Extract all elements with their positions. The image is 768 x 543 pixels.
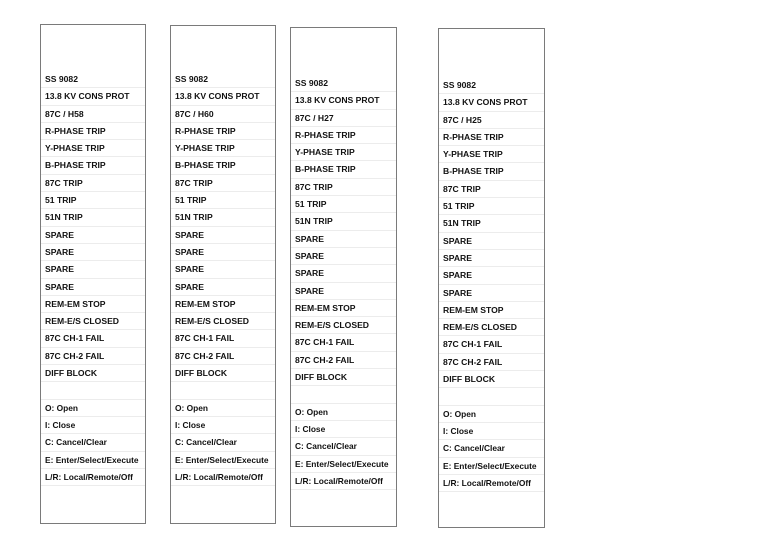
card-label: 13.8 KV CONS PROT — [291, 92, 396, 109]
card-label: DIFF BLOCK — [439, 371, 544, 388]
legend-item: E: Enter/Select/Execute — [439, 458, 544, 475]
card-label: SPARE — [439, 267, 544, 284]
legend-item: E: Enter/Select/Execute — [171, 452, 275, 469]
card-label: SPARE — [171, 244, 275, 261]
legend-item: I: Close — [439, 423, 544, 440]
legend-item: L/R: Local/Remote/Off — [291, 473, 396, 490]
card-label: B-PHASE TRIP — [291, 161, 396, 178]
legend-item: L/R: Local/Remote/Off — [171, 469, 275, 486]
card-label: 87C TRIP — [171, 175, 275, 192]
card-label: B-PHASE TRIP — [171, 157, 275, 174]
card-label: R-PHASE TRIP — [171, 123, 275, 140]
card-label: 87C CH-2 FAIL — [291, 352, 396, 369]
card-label: SPARE — [171, 227, 275, 244]
card-label: 87C TRIP — [41, 175, 145, 192]
card-label: SPARE — [41, 244, 145, 261]
card-label: 51N TRIP — [291, 213, 396, 230]
card-label: SPARE — [171, 261, 275, 278]
card-label: 51 TRIP — [171, 192, 275, 209]
card-label: 87C / H27 — [291, 110, 396, 127]
card-label: B-PHASE TRIP — [41, 157, 145, 174]
card-label: SS 9082 — [171, 71, 275, 88]
legend-item: E: Enter/Select/Execute — [41, 452, 145, 469]
label-card-h25 — [438, 28, 545, 528]
card-label: B-PHASE TRIP — [439, 163, 544, 180]
card-label: REM-EM STOP — [439, 302, 544, 319]
legend-item: O: Open — [171, 400, 275, 417]
card-label: REM-E/S CLOSED — [41, 313, 145, 330]
label-card-h58 — [40, 24, 146, 524]
card-label: 51 TRIP — [41, 192, 145, 209]
card-label: SPARE — [41, 227, 145, 244]
card-label: 87C CH-2 FAIL — [41, 348, 145, 365]
card-label: 87C CH-2 FAIL — [171, 348, 275, 365]
legend-item: C: Cancel/Clear — [291, 438, 396, 455]
card-label: 51 TRIP — [291, 196, 396, 213]
card-label: 51N TRIP — [439, 215, 544, 232]
card-label: Y-PHASE TRIP — [291, 144, 396, 161]
legend-item: C: Cancel/Clear — [41, 434, 145, 451]
card-label: 87C TRIP — [291, 179, 396, 196]
card-label: 87C / H60 — [171, 106, 275, 123]
card-label: REM-EM STOP — [171, 296, 275, 313]
card-label: 87C CH-1 FAIL — [291, 334, 396, 351]
legend-item: O: Open — [41, 400, 145, 417]
card-label: Y-PHASE TRIP — [171, 140, 275, 157]
legend-item: L/R: Local/Remote/Off — [439, 475, 544, 492]
card-label: R-PHASE TRIP — [41, 123, 145, 140]
card-label: 13.8 KV CONS PROT — [171, 88, 275, 105]
card-label: SPARE — [291, 283, 396, 300]
card-label: 51N TRIP — [171, 209, 275, 226]
card-label: REM-EM STOP — [291, 300, 396, 317]
label-card-h27 — [290, 27, 397, 527]
card-label: 87C CH-1 FAIL — [41, 330, 145, 347]
card-label: SPARE — [291, 265, 396, 282]
legend-item: E: Enter/Select/Execute — [291, 456, 396, 473]
card-label: SS 9082 — [41, 71, 145, 88]
card-label: 13.8 KV CONS PROT — [41, 88, 145, 105]
legend-item: C: Cancel/Clear — [439, 440, 544, 457]
card-label: SPARE — [291, 248, 396, 265]
card-label: DIFF BLOCK — [41, 365, 145, 382]
card-label: 87C CH-2 FAIL — [439, 354, 544, 371]
card-label: SS 9082 — [439, 77, 544, 94]
card-label: Y-PHASE TRIP — [439, 146, 544, 163]
card-label: REM-E/S CLOSED — [291, 317, 396, 334]
card-label: DIFF BLOCK — [291, 369, 396, 386]
divider — [171, 382, 275, 399]
card-label: 87C CH-1 FAIL — [439, 336, 544, 353]
legend-item: I: Close — [41, 417, 145, 434]
legend-item: I: Close — [291, 421, 396, 438]
card-label: SPARE — [439, 233, 544, 250]
card-label: R-PHASE TRIP — [439, 129, 544, 146]
card-label: SPARE — [41, 261, 145, 278]
card-label: 13.8 KV CONS PROT — [439, 94, 544, 111]
card-label: SPARE — [439, 250, 544, 267]
key-legend — [171, 400, 275, 486]
legend-item: O: Open — [439, 406, 544, 423]
card-label: SPARE — [41, 279, 145, 296]
legend-item: L/R: Local/Remote/Off — [41, 469, 145, 486]
card-label: REM-EM STOP — [41, 296, 145, 313]
legend-item: O: Open — [291, 404, 396, 421]
card-label: REM-E/S CLOSED — [439, 319, 544, 336]
card-label: R-PHASE TRIP — [291, 127, 396, 144]
key-legend — [41, 400, 145, 486]
card-label: 51N TRIP — [41, 209, 145, 226]
divider — [439, 388, 544, 405]
card-label: SS 9082 — [291, 75, 396, 92]
card-label: SPARE — [439, 285, 544, 302]
key-legend — [291, 404, 396, 490]
card-label: 87C CH-1 FAIL — [171, 330, 275, 347]
card-label: DIFF BLOCK — [171, 365, 275, 382]
card-label: 87C / H25 — [439, 112, 544, 129]
card-label: 51 TRIP — [439, 198, 544, 215]
legend-item: C: Cancel/Clear — [171, 434, 275, 451]
card-label: 87C TRIP — [439, 181, 544, 198]
divider — [291, 386, 396, 403]
divider — [41, 382, 145, 399]
label-card-h60 — [170, 25, 276, 524]
legend-item: I: Close — [171, 417, 275, 434]
card-label: SPARE — [291, 231, 396, 248]
key-legend — [439, 406, 544, 492]
card-label: SPARE — [171, 279, 275, 296]
card-label: REM-E/S CLOSED — [171, 313, 275, 330]
card-label: Y-PHASE TRIP — [41, 140, 145, 157]
card-label: 87C / H58 — [41, 106, 145, 123]
